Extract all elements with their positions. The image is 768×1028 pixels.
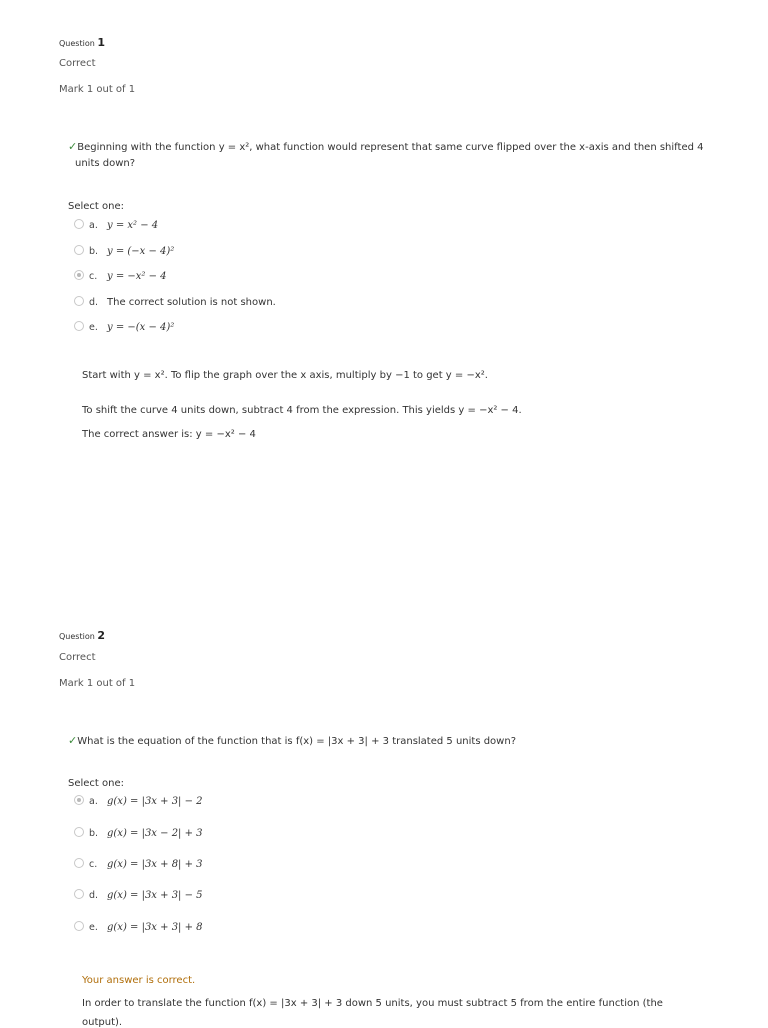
- question-1-mark: Mark 1 out of 1: [59, 84, 136, 95]
- radio-icon[interactable]: [74, 245, 84, 255]
- question-2-select-one: Select one:: [68, 778, 125, 789]
- question-1-select-one: Select one:: [68, 201, 125, 212]
- question-1-feedback-1: Start with y = x². To flip the graph over the x axis, multiply by −1 to get y = −x².: [82, 370, 488, 381]
- question-2-option-b[interactable]: b. g(x) = |3x − 2| + 3: [74, 828, 203, 839]
- question-2-option-d[interactable]: d. g(x) = |3x + 3| − 5: [74, 890, 203, 901]
- radio-icon[interactable]: [74, 921, 84, 931]
- question-1-option-d[interactable]: d. The correct solution is not shown.: [74, 297, 276, 308]
- radio-icon[interactable]: [74, 827, 84, 837]
- question-1-status: Correct: [59, 58, 96, 69]
- check-icon: ✓: [68, 734, 78, 747]
- question-1-correct-answer: The correct answer is: y = −x² − 4: [82, 429, 256, 440]
- question-2-label: Question 2: [59, 629, 105, 642]
- radio-selected-icon[interactable]: [74, 795, 84, 805]
- question-2-status: Correct: [59, 652, 96, 663]
- question-1-number: 1: [97, 36, 105, 49]
- radio-icon[interactable]: [74, 858, 84, 868]
- question-1-stem: ✓Beginning with the function y = x², what function would represent that same curve flipped over the x-axis and then shifted 4: [68, 140, 704, 153]
- radio-icon[interactable]: [74, 321, 84, 331]
- question-1-option-b[interactable]: b. y = (−x − 4)²: [74, 246, 174, 257]
- question-1-option-e[interactable]: e. y = −(x − 4)²: [74, 322, 174, 333]
- question-2-option-e[interactable]: e. g(x) = |3x + 3| + 8: [74, 922, 203, 933]
- question-1-label: Question 1: [59, 36, 105, 49]
- radio-icon[interactable]: [74, 296, 84, 306]
- radio-icon[interactable]: [74, 889, 84, 899]
- question-2-option-c[interactable]: c. g(x) = |3x + 8| + 3: [74, 859, 203, 870]
- question-1-stem-cont: units down?: [75, 158, 136, 169]
- question-2-option-a[interactable]: a. g(x) = |3x + 3| − 2: [74, 796, 203, 807]
- question-1-option-a[interactable]: a. y = x² − 4: [74, 220, 158, 231]
- radio-icon[interactable]: [74, 219, 84, 229]
- question-1-option-c[interactable]: c. y = −x² − 4: [74, 271, 167, 282]
- question-2-correct-message: Your answer is correct.: [82, 975, 196, 986]
- question-2-stem: ✓What is the equation of the function that is f(x) = |3x + 3| + 3 translated 5 units down?: [68, 734, 516, 747]
- question-2-feedback-1: In order to translate the function f(x) = |3x + 3| + 3 down 5 units, you must subtract 5 from the entire function (the: [82, 998, 663, 1009]
- question-2-number: 2: [97, 629, 105, 642]
- check-icon: ✓: [68, 140, 78, 153]
- question-1-feedback-2: To shift the curve 4 units down, subtract 4 from the expression. This yields y = −x² − 4.: [82, 405, 522, 416]
- radio-selected-icon[interactable]: [74, 270, 84, 280]
- question-2-feedback-2: output).: [82, 1017, 123, 1028]
- question-2-mark: Mark 1 out of 1: [59, 678, 136, 689]
